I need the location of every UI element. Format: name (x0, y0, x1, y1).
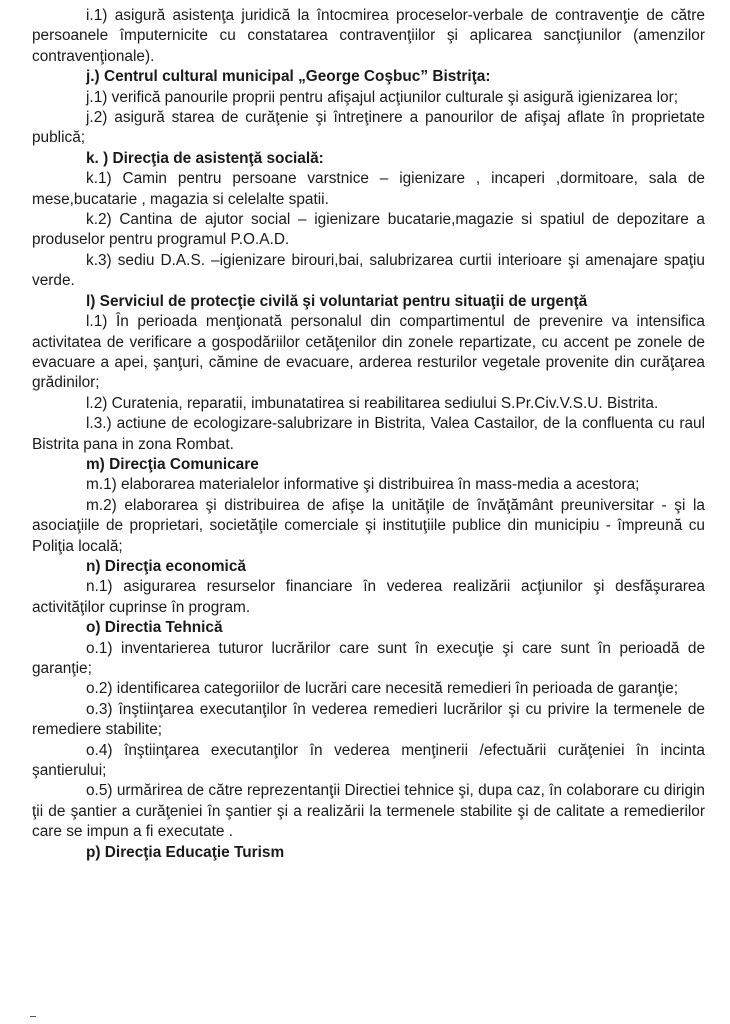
paragraph-j2: j.2) asigură starea de curăţenie şi întreţinere a panourilor de afişaj aflate în proprietate publică; (32, 109, 705, 147)
paragraph-n1: n.1) asigurarea resurselor financiare în vederea realizării acţiunilor şi desfăşurarea activităţilor cuprinse în program. (32, 578, 705, 616)
paragraph-m2: m.2) elaborarea şi distribuirea de afişe la unităţile de învăţământ preuniversitar - şi la asociaţiile de proprietari, societăţile comerciale şi instituţiile publice din municipiu - împreună cu Poliţia locală; (32, 496, 705, 555)
paragraph-l2: l.2) Curatenia, reparatii, imbunatatirea si reabilitarea sediului S.Pr.Civ.V.S.U. Bistrita. (86, 394, 659, 412)
paragraph-i1: i.1) asigură asistenţa juridică la întocmirea proceselor-verbale de contravenţie de către persoanele împuternicite cu constatarea contravenţiilor şi aplicarea sancţiunilor (amenzilor contravenţionale). (32, 7, 705, 65)
heading-n: n) Direcţia economică (86, 557, 246, 575)
paragraph-o5: o.5) urmărirea de către reprezentanţii Directiei tehnice şi, dupa caz, în colaborare cu dirigin ţii de şantier a curăţeniei în şantier şi a realizării la termenele stabilite şi de calitate a remedierilor care se impun a fi executate . (32, 782, 705, 841)
paragraph-m1: m.1) elaborarea materialelor informative şi distribuirea în mass-media a acestora; (86, 476, 640, 494)
document-page (32, 6, 705, 863)
paragraph-k1: k.1) Camin pentru persoane varstnice – igienizare , incaperi ,dormitoare, sala de mese,bucatarie , magazia si celelalte spatii. (32, 170, 705, 208)
heading-l: l) Serviciul de protecţie civilă şi voluntariat pentru situaţii de urgenţă (86, 292, 588, 310)
paragraph-o1: o.1) inventarierea tuturor lucrărilor care sunt în execuţie şi care sunt în perioadă de garanţie; (32, 639, 705, 677)
scan-mark (30, 1016, 36, 1017)
paragraph-o4: o.4) înştiinţarea executanţilor în vederea menţinerii /efectuării curăţeniei în incinta şantierului; (32, 741, 705, 780)
paragraph-k2: k.2) Cantina de ajutor social – igienizare bucatarie,magazie si spatiul de depozitare a produselor pentru programul P.O.A.D. (32, 211, 705, 249)
paragraph-o3: o.3) înştiinţarea executanţilor în vederea remedieri lucrărilor şi cu privire la termenele de remediere stabilite; (32, 700, 705, 739)
heading-o: o) Directia Tehnică (86, 619, 223, 637)
paragraph-l3: l.3.) actiune de ecologizare-salubrizare in Bistrita, Valea Castailor, de la confluenta cu raul Bistrita pana in zona Rombat. (32, 415, 705, 453)
heading-k: k. ) Direcţia de asistenţă socială: (86, 149, 324, 167)
paragraph-o2: o.2) identificarea categoriilor de lucrări care necesită remedieri în perioada de garanţie; (86, 680, 679, 698)
heading-m: m) Direcţia Comunicare (86, 455, 259, 473)
paragraph-j1: j.1) verifică panourile proprii pentru afişajul acţiunilor culturale şi asigură igienizarea lor; (86, 88, 678, 106)
heading-j: j.) Centrul cultural municipal „George Coşbuc” Bistriţa: (86, 68, 491, 86)
paragraph-k3: k.3) sediu D.A.S. –igienizare birouri,bai, salubrizarea curtii interioare şi amenajare spaţiu verde. (32, 251, 705, 290)
heading-p: p) Direcţia Educaţie Turism (86, 843, 285, 861)
paragraph-l1: l.1) În perioada menţionată personalul din compartimentul de prevenire va intensifica activitatea de verificare a gospodăriilor cetăţenilor din zonele repartizate, cu accent pe zonele de evacuare a apei, şanţuri, cămine de evacuare, arderea resturilor vegetale provenite din curăţarea grădinilor; (32, 313, 705, 392)
